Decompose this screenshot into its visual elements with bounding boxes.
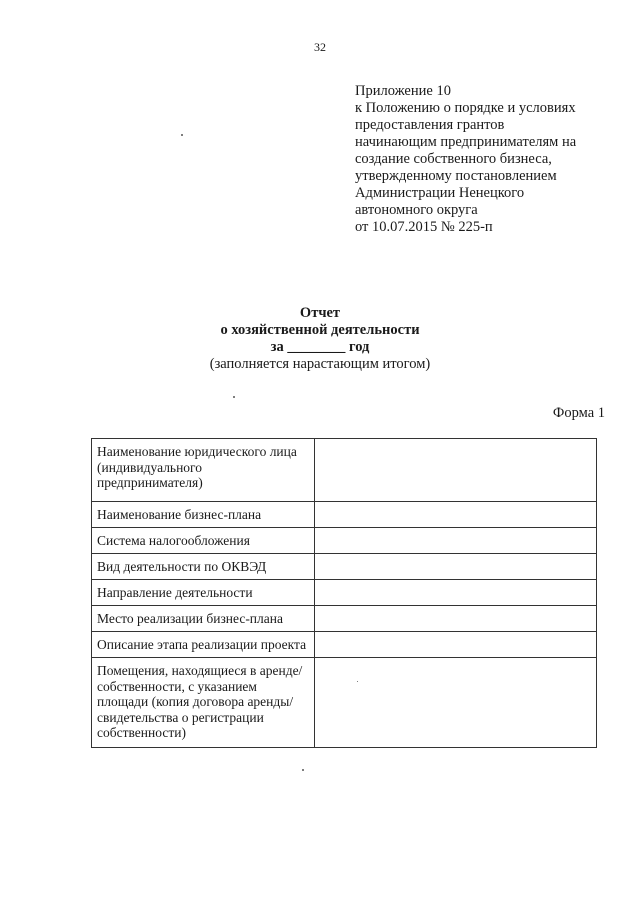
row-label: Наименование юридического лица (индивидуального предпринимателя)	[92, 439, 315, 502]
appendix-line: предоставления грантов	[355, 117, 505, 133]
appendix-line: от 10.07.2015 № 225-п	[355, 219, 493, 235]
report-title: Отчет	[299, 305, 341, 321]
appendix-line: Администрации Ненецкого	[355, 185, 525, 201]
appendix-line: создание собственного бизнеса,	[355, 151, 552, 167]
table-row	[92, 528, 597, 554]
table-row	[92, 632, 597, 658]
table-row	[92, 502, 597, 528]
appendix-block	[355, 83, 615, 236]
scan-speck	[233, 396, 235, 398]
appendix-line: к Положению о порядке и условиях	[355, 100, 576, 116]
report-period: за ________ год	[270, 339, 370, 355]
scan-speck	[302, 769, 304, 771]
row-label: Система налогообложения	[92, 528, 315, 554]
table-row	[92, 554, 597, 580]
report-note: (заполняется нарастающим итогом)	[209, 356, 431, 372]
appendix-line: автономного округа	[355, 202, 478, 218]
row-label: Наименование бизнес-плана	[92, 502, 315, 528]
form-label: Форма 1	[552, 405, 605, 421]
row-value-cell[interactable]	[314, 580, 596, 606]
table-row	[92, 606, 597, 632]
scan-speck	[181, 134, 183, 136]
appendix-line: начинающим предпринимателям на	[355, 134, 577, 150]
appendix-line: Приложение 10	[355, 83, 451, 99]
page-number: 32	[314, 40, 326, 54]
row-label: Помещения, находящиеся в аренде/собственности, с указанием площади (копия договора аренды/свидетельства о регистрации собственности)	[92, 658, 315, 748]
row-label: Описание этапа реализации проекта	[92, 632, 315, 658]
scan-speck	[357, 681, 358, 682]
row-label: Место реализации бизнес-плана	[92, 606, 315, 632]
table-row	[92, 658, 597, 748]
row-value-cell[interactable]	[314, 632, 596, 658]
row-value-cell[interactable]	[314, 439, 596, 502]
table-row	[92, 580, 597, 606]
row-value-cell[interactable]	[314, 528, 596, 554]
report-table	[91, 438, 597, 748]
row-value-cell[interactable]	[314, 606, 596, 632]
row-value-cell[interactable]	[314, 502, 596, 528]
row-value-cell[interactable]	[314, 658, 596, 748]
report-subtitle: о хозяйственной деятельности	[220, 322, 420, 338]
row-label: Направление деятельности	[92, 580, 315, 606]
row-label: Вид деятельности по ОКВЭД	[92, 554, 315, 580]
table-row	[92, 439, 597, 502]
report-title-block	[0, 305, 640, 373]
appendix-line: утвержденному постановлением	[355, 168, 557, 184]
row-value-cell[interactable]	[314, 554, 596, 580]
